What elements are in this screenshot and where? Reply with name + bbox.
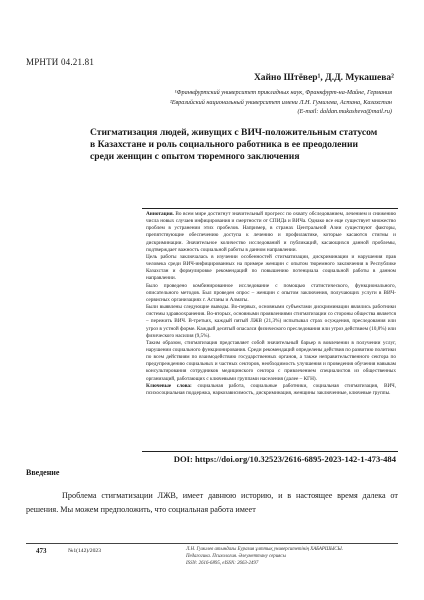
article-title: Стигматизация людей, живущих с ВИЧ-положительным статусом в Казахстане и роль социального работника в ее преодолении среди женщин с опытом тюремного заключения [90,127,378,163]
mrnti-code: МРНТИ 04.21.81 [26,57,95,67]
authors: Хайно Штёвер¹, Д.Д. Мукашева² [253,73,394,83]
keywords-text: социальная работа, социальные работники, социальная стигматизация, ВИЧ, психосоциальная поддержка, наркозависимость, дискриминация, женщины заключенные, ключевые группы. [146,382,397,396]
issue-number: №1(142)/2023 [68,548,101,554]
journal-info [186,547,396,568]
abstract-text-1: Во всем мире достигнут значительный прогресс по охвату обследованием, лечением и снижению числа новых случаев инфицирования и смертности от СПИДа и ВИЧа. Однако все еще существует множество проблем в устранении этих пробелов. Например, в странах Центральной Азии существуют факторы, препятствующие обеспечению доступа к лечению и профилактике, которые касаются стигмы и дискриминации. Значительное количество исследований и публикаций, касающихся данной проблемы, подтверждает важность социальной работы в данном направлении. [146,211,396,253]
keywords [146,383,396,397]
abstract-paragraph-4: Были выявлены следующие выводы. Во-первых, основными субъектами дискриминации являлись работники системы здравоохранения. Во-вторых, основными проявлениями стигматизации со стороны общества является – пережить ВИЧ. В-третьих, каждый пятый ЛЖВ (21,3%) испытывал страх осуждения, преследования или угроз в устной форме. Каждый десятый опасался физического преследования или угроз действием (10,8%) или физического насилия (9,5%). [146,304,396,339]
section-heading-introduction: Введение [26,468,60,477]
abstract-top-rule [142,208,398,209]
doi-link[interactable]: DOI: https://doi.org/10.32523/2616-6895-2023-142-1-473-484 [173,454,396,464]
introduction-text: Проблема стигматизации ЛЖВ, имеет давнюю историю, и в настоящее время далека от решения. Мы можем предположить, что социальная работа имеет [26,491,398,515]
abstract-block [146,211,396,397]
abstract-paragraph-5: Таким образом, стигматизация представляет собой значительный барьер в вовлечении в получении услуг, нарушении социального функционирования. Среди рекомендаций определены действия по развитию политики по всем действиям по взаимодействию государственных органов, а также неправительственного сектора по предупреждению социальных и частных секторов, необходимость улучшения и проведения обучения навыкам консультирования сотрудников медицинского сектора с привлечением специалистов из общественных организаций, работающих с ключевыми группами населения (далее – КГН). [146,339,396,382]
footer-rule [26,543,398,544]
affiliation-2: ²Евразийский национальный университет имени Л.Н. Гумилева, Астана, Казахстан [169,98,392,106]
abstract-paragraph-3: Было проведено комбинированное исследование с помощью статистического, функционального, описательного методов. Был проведен опрос – женщин с опытом заключения, получающих услуги в ВИЧ-сервисных организациях г. Астаны и Алматы. [146,282,396,303]
abstract-paragraph-2: Цель работы заключалась в изучении особенностей стигматизации, дискриминации и нарушения прав человека среди ВИЧ-инфицированных на примере женщин с опытом тюремного заключения в Республике Казахстан и формулировке рекомендаций по повышению потенциала социальной работы в данном направлении. [146,253,396,282]
keywords-label: Ключевые слова: [146,382,192,389]
journal-name: Л.Н. Гумилев атындағы Еуразия ұлттық университетінің ХАБАРШЫСЫ. [186,547,344,552]
affiliations [92,88,392,117]
journal-series: Педагогика. Психология. Әлеуметтану сериясы [186,553,286,559]
abstract-label: Аннотация. [146,211,174,217]
journal-issn: ISSN: 2616-6895, eISSN: 2663-2497 [186,560,259,566]
abstract-paragraph-1 [146,211,396,254]
abstract-bottom-rule [142,451,398,452]
author-email: (E-mail: daldan.mukasheva@mail.ru) [297,108,392,116]
affiliation-1: ¹Франкфуртский университет прикладных наук, Франкфурт-на-Майне, Германия [174,89,392,96]
page-number: 473 [36,547,47,555]
